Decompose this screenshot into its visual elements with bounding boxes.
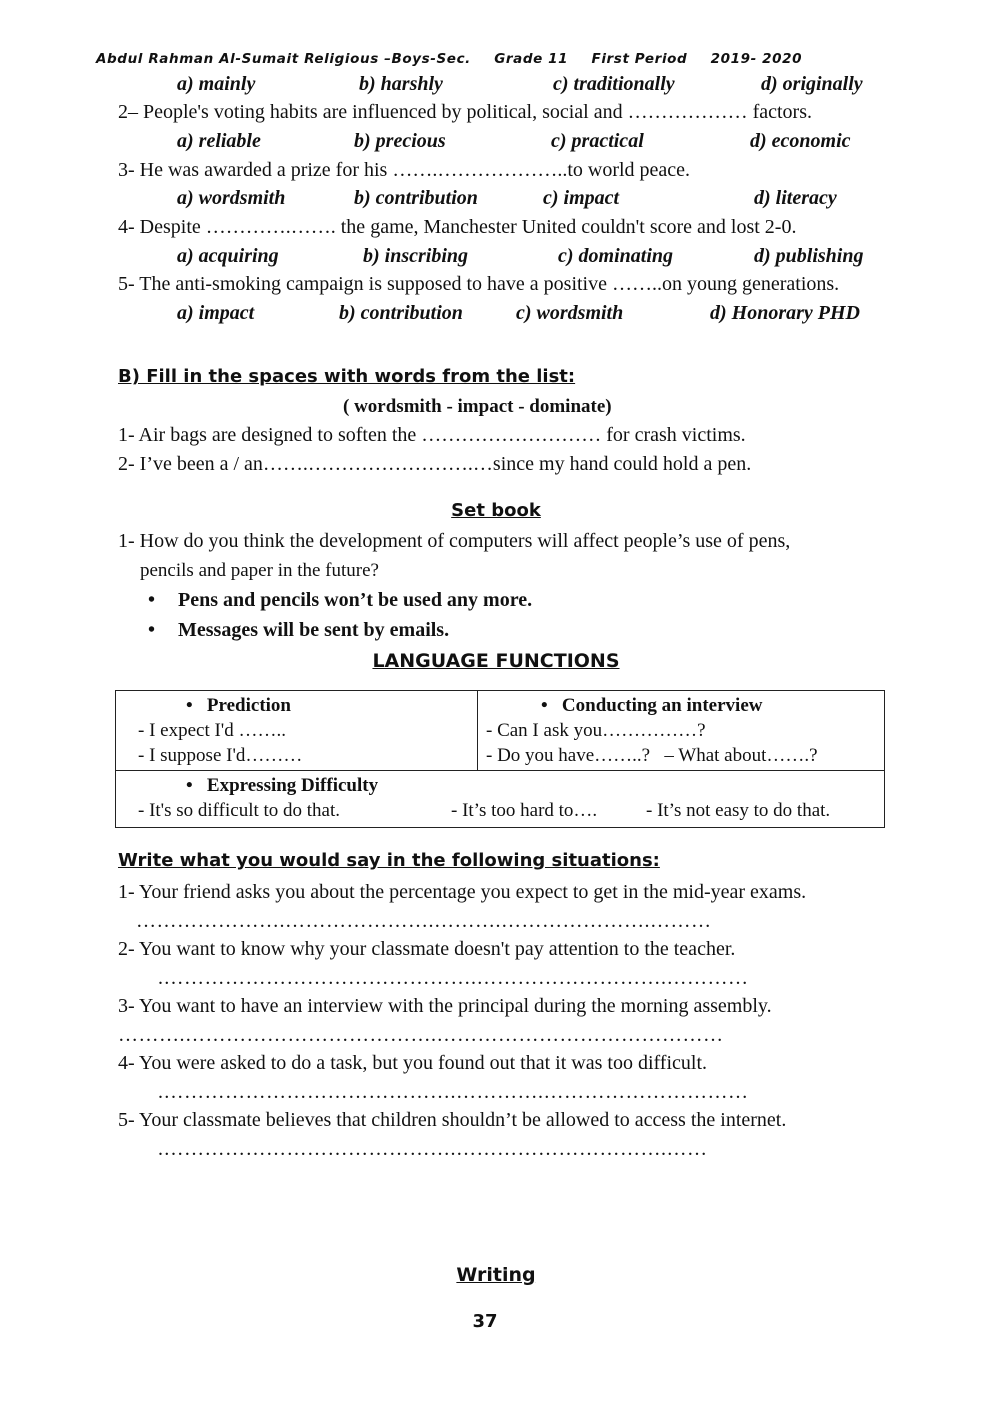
q1-option-a: a) mainly <box>177 73 256 95</box>
question-4: 4- Despite ………….……. the game, Manchester United couldn't score and lost 2-0. <box>118 216 797 238</box>
page-number: 37 <box>472 1311 498 1332</box>
word-list: ( wordsmith - impact - dominate) <box>343 396 612 417</box>
prediction-line-1: - I expect I'd …….. <box>138 720 286 741</box>
grade: Grade 11 <box>494 51 569 67</box>
q4-option-c: c) dominating <box>558 245 674 267</box>
setbook-question-line1: 1- How do you think the development of computers will affect people’s use of pens, <box>118 530 791 552</box>
page-header <box>96 51 802 67</box>
question-3: 3- He was awarded a prize for his …….………………..to world peace. <box>118 159 691 181</box>
interview-line-2: - Do you have……..? – What about…….? <box>486 745 818 766</box>
bullet-icon: • <box>148 619 156 641</box>
prediction-line-2: - I suppose I'd……… <box>138 745 303 766</box>
answer-line-5[interactable]: .…………………………………….………………………….…… <box>158 1138 708 1160</box>
language-functions-title: LANGUAGE FUNCTIONS <box>372 650 620 672</box>
q1-option-b: b) harshly <box>359 73 443 95</box>
fill-item-2: 2- I’ve been a / an…….…………………….…since my hand could hold a pen. <box>118 453 752 475</box>
interview-line-1: - Can I ask you……………? <box>486 720 706 741</box>
q5-option-d: d) Honorary PHD <box>710 302 860 324</box>
q3-option-d: d) literacy <box>754 187 837 209</box>
setbook-answer-2: • Messages will be sent by emails. <box>148 619 450 641</box>
prediction-cell <box>116 691 478 771</box>
bullet-icon: • <box>186 695 207 716</box>
prediction-heading: • Prediction <box>186 695 291 716</box>
difficulty-heading: • Expressing Difficulty <box>186 775 379 796</box>
setbook-title: Set book <box>451 500 541 521</box>
difficulty-item-1: - It's so difficult to do that. <box>138 800 341 821</box>
language-functions-table <box>115 690 885 828</box>
setbook-question-line2: pencils and paper in the future? <box>140 560 379 581</box>
q5-option-c: c) wordsmith <box>516 302 624 324</box>
q4-option-d: d) publishing <box>754 245 864 267</box>
answer-line-3[interactable]: ……….……………………………….…………………………………… <box>118 1024 724 1046</box>
bullet-icon: • <box>186 775 207 796</box>
setbook-answer-1: • Pens and pencils won’t be used any more. <box>148 589 533 611</box>
school-name: Abdul Rahman Al-Sumait Religious –Boys-Sec. <box>96 51 471 67</box>
interview-cell <box>478 691 885 771</box>
q2-option-d: d) economic <box>750 130 851 152</box>
q5-option-b: b) contribution <box>339 302 463 324</box>
q3-option-a: a) wordsmith <box>177 187 286 209</box>
situation-3: 3- You want to have an interview with the principal during the morning assembly. <box>118 995 772 1017</box>
answer-line-1[interactable]: ………………….………………….……….………………….……… <box>136 910 712 932</box>
fill-item-1: 1- Air bags are designed to soften the ……………………… for crash victims. <box>118 424 746 446</box>
period: First Period <box>591 51 688 67</box>
q3-option-b: b) contribution <box>354 187 478 209</box>
fill-section-title: B) Fill in the spaces with words from the list: <box>118 366 576 387</box>
q2-option-a: a) reliable <box>177 130 261 152</box>
situation-4: 4- You were asked to do a task, but you found out that it was too difficult. <box>118 1052 708 1074</box>
situation-1: 1- Your friend asks you about the percentage you expect to get in the mid-year exams. <box>118 881 807 903</box>
question-5: 5- The anti-smoking campaign is supposed to have a positive ……..on young generations. <box>118 273 840 295</box>
q4-option-a: a) acquiring <box>177 245 279 267</box>
q5-option-a: a) impact <box>177 302 255 324</box>
difficulty-cell <box>116 771 885 828</box>
difficulty-item-2: - It’s too hard to…. <box>451 800 598 821</box>
situation-2: 2- You want to know why your classmate doesn't pay attention to the teacher. <box>118 938 736 960</box>
question-2: 2– People's voting habits are influenced by political, social and ……………… factors. <box>118 101 813 123</box>
bullet-icon: • <box>541 695 562 716</box>
situations-title: Write what you would say in the following situations: <box>118 850 660 871</box>
year: 2019- 2020 <box>710 51 803 67</box>
q2-option-c: c) practical <box>551 130 644 152</box>
q3-option-c: c) impact <box>543 187 620 209</box>
q2-option-b: b) precious <box>354 130 446 152</box>
answer-line-4[interactable]: .…………………………………….………….………………………… <box>158 1081 749 1103</box>
q1-option-d: d) originally <box>761 73 863 95</box>
writing-title: Writing <box>456 1264 536 1286</box>
answer-line-2[interactable]: .……………………………………….……………………….………… <box>158 967 749 989</box>
q1-option-c: c) traditionally <box>553 73 675 95</box>
bullet-icon: • <box>148 589 156 611</box>
situation-5: 5- Your classmate believes that children shouldn’t be allowed to access the internet. <box>118 1109 787 1131</box>
difficulty-item-3: - It’s not easy to do that. <box>646 800 831 821</box>
interview-heading: • Conducting an interview <box>541 695 763 716</box>
q4-option-b: b) inscribing <box>363 245 469 267</box>
